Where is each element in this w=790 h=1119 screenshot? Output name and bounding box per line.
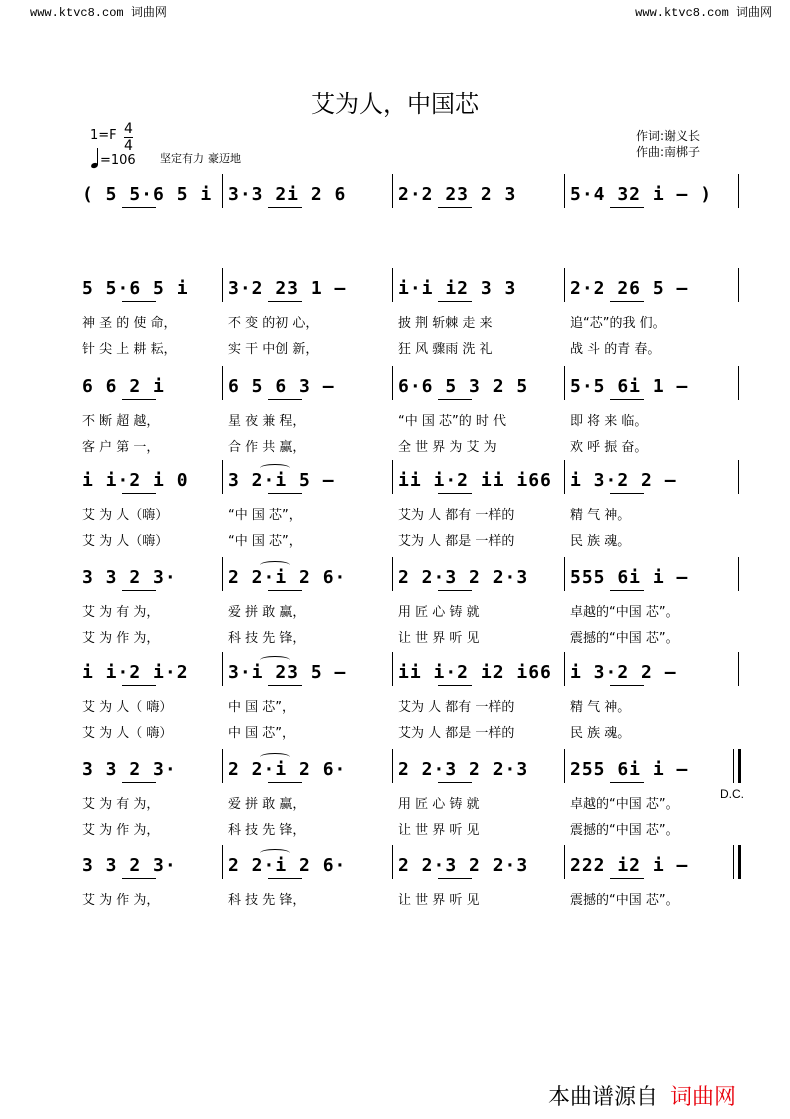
beam-line — [610, 782, 644, 783]
lyric-line: 科 技 先 锋， — [228, 631, 306, 646]
lyric-line: 实 干 中创 新， — [228, 342, 319, 357]
score-system — [0, 366, 790, 455]
footer-brand: 词曲网 — [670, 1085, 737, 1110]
bar-line — [222, 557, 223, 591]
page-title: 艾为人，中国芯 — [311, 90, 479, 118]
beam-line — [438, 685, 472, 686]
lyric-line: 震撼的“中国 芯”。 — [570, 631, 679, 646]
measure-notes: 2·2 26 5 – — [570, 278, 689, 299]
lyric-line: 追“芯”的我 们。 — [570, 316, 666, 331]
measure-notes: 5·4 32 i – ) — [570, 184, 713, 205]
expression-mark-2: 豪迈地 — [208, 152, 241, 165]
beam-line — [610, 878, 644, 879]
beam-line — [438, 301, 472, 302]
bar-line — [564, 652, 565, 686]
score-system — [0, 557, 790, 646]
measure-notes: 2·2 23 2 3 — [398, 184, 517, 205]
tempo-marking — [90, 148, 136, 168]
da-capo-mark: D.C. — [720, 787, 744, 801]
lyric-line: 即 将 来 临。 — [570, 414, 648, 429]
lyric-line: 中 国 芯”， — [228, 700, 295, 715]
lyric-line: 震撼的“中国 芯”。 — [570, 823, 679, 838]
lyric-line: 客 户 第 一， — [82, 440, 160, 455]
lyric-line: 爱 拼 敢 赢， — [228, 605, 306, 620]
measure-notes: i 3·2 2 – — [570, 662, 677, 683]
slur-mark — [260, 656, 290, 664]
lyric-line: 艾为 人 都是 一样的 — [398, 726, 515, 741]
credits — [636, 128, 700, 160]
bar-line — [733, 845, 734, 879]
beam-line — [122, 878, 156, 879]
expression-mark-1: 坚定有力 — [160, 152, 204, 165]
bar-line — [564, 460, 565, 494]
measure-notes: i 3·2 2 – — [570, 470, 677, 491]
beam-line — [122, 399, 156, 400]
site-watermark-left: www.ktvc8.com 词曲网 — [30, 6, 167, 20]
beam-line — [122, 782, 156, 783]
bar-line — [392, 845, 393, 879]
lyricist: 作词:谢义长 — [636, 129, 701, 143]
slur-mark — [260, 464, 290, 472]
bar-line — [738, 557, 739, 591]
beam-line — [268, 207, 302, 208]
lyric-line: 狂 风 骤雨 洗 礼 — [398, 342, 493, 357]
measure-notes: 222 i2 i – — [570, 855, 689, 876]
beam-line — [122, 590, 156, 591]
bar-line — [392, 174, 393, 208]
beam-line — [438, 493, 472, 494]
beam-line — [268, 878, 302, 879]
lyric-line: 让 世 界 听 见 — [398, 631, 480, 646]
lyric-line: 艾 为 人（ 嗨） — [82, 700, 173, 715]
beam-line — [268, 590, 302, 591]
measure-notes: 555 6i i – — [570, 567, 689, 588]
beam-line — [438, 878, 472, 879]
measure-notes: ( 5 5·6 5 i — [82, 184, 213, 205]
bar-line — [222, 845, 223, 879]
tempo-value: =106 — [100, 153, 136, 168]
lyric-line: 艾为 人 都是 一样的 — [398, 534, 515, 549]
score-system — [0, 652, 790, 741]
score-system — [0, 174, 790, 258]
measure-notes: 2 2·i 2 6· — [228, 567, 347, 588]
score-system — [0, 749, 790, 838]
lyric-line: 科 技 先 锋， — [228, 823, 306, 838]
footer-credit — [548, 1080, 736, 1111]
measure-notes: 5 5·6 5 i — [82, 278, 189, 299]
lyric-line: 艾为 人 都有 一样的 — [398, 700, 515, 715]
lyric-line: 用 匠 心 铸 就 — [398, 605, 480, 620]
measure-notes: 2 2·i 2 6· — [228, 759, 347, 780]
bar-line — [222, 652, 223, 686]
measure-notes: 5·5 6i 1 – — [570, 376, 689, 397]
bar-line — [733, 749, 734, 783]
bar-line — [738, 749, 741, 783]
composer: 作曲:南梆子 — [636, 145, 701, 159]
measure-notes: 2 2·i 2 6· — [228, 855, 347, 876]
score-system — [0, 460, 790, 549]
lyric-line: “中 国 芯”的 时 代 — [398, 414, 506, 429]
beam-line — [268, 301, 302, 302]
lyric-line: 民 族 魂。 — [570, 726, 631, 741]
lyric-line: 艾 为 作 为， — [82, 631, 160, 646]
measure-notes: 2 2·3 2 2·3 — [398, 855, 529, 876]
bar-line — [738, 366, 739, 400]
bar-line — [392, 268, 393, 302]
beam-line — [438, 782, 472, 783]
beam-line — [268, 782, 302, 783]
bar-line — [738, 174, 739, 208]
beam-line — [610, 493, 644, 494]
lyric-line: 艾为 人 都有 一样的 — [398, 508, 515, 523]
beam-line — [268, 399, 302, 400]
lyric-line: 卓越的“中国 芯”。 — [570, 797, 679, 812]
lyric-line: 披 荆 斩棘 走 来 — [398, 316, 493, 331]
measure-notes: 6 6 2 i — [82, 376, 165, 397]
score-system — [0, 845, 790, 929]
lyric-line: 艾 为 作 为， — [82, 893, 160, 908]
lyric-line: 民 族 魂。 — [570, 534, 631, 549]
lyric-line: 欢 呼 振 奋。 — [570, 440, 648, 455]
bar-line — [392, 749, 393, 783]
bar-line — [564, 845, 565, 879]
beam-line — [438, 399, 472, 400]
beam-line — [610, 399, 644, 400]
beam-line — [122, 685, 156, 686]
bar-line — [392, 652, 393, 686]
bar-line — [738, 460, 739, 494]
lyric-line: 艾 为 人（嗨） — [82, 534, 169, 549]
lyric-line: 合 作 共 赢， — [228, 440, 306, 455]
slur-mark — [260, 849, 290, 857]
beam-line — [610, 590, 644, 591]
measure-notes: 3 3 2 3· — [82, 855, 177, 876]
bar-line — [564, 268, 565, 302]
measure-notes: 3 2·i 5 – — [228, 470, 335, 491]
lyric-line: 艾 为 作 为， — [82, 823, 160, 838]
lyric-line: 让 世 界 听 见 — [398, 823, 480, 838]
measure-notes: 3·i 23 5 – — [228, 662, 347, 683]
measure-notes: 3·2 23 1 – — [228, 278, 347, 299]
beam-line — [610, 207, 644, 208]
lyric-line: 精 气 神。 — [570, 700, 631, 715]
measure-notes: 3 3 2 3· — [82, 759, 177, 780]
bar-line — [392, 366, 393, 400]
bar-line — [738, 268, 739, 302]
slur-mark — [260, 561, 290, 569]
lyric-line: 不 变 的初 心， — [228, 316, 319, 331]
measure-notes: 6 5 6 3 – — [228, 376, 335, 397]
measure-notes: 3·3 2i 2 6 — [228, 184, 347, 205]
measure-notes: i·i i2 3 3 — [398, 278, 517, 299]
bar-line — [222, 268, 223, 302]
beam-line — [438, 590, 472, 591]
lyric-line: 艾 为 有 为， — [82, 605, 160, 620]
bar-line — [564, 174, 565, 208]
bar-line — [222, 460, 223, 494]
lyric-line: 震撼的“中国 芯”。 — [570, 893, 679, 908]
bar-line — [392, 557, 393, 591]
measure-notes: ii i·2 ii i66 — [398, 470, 552, 491]
lyric-line: 艾 为 有 为， — [82, 797, 160, 812]
lyric-line: 艾 为 人（ 嗨） — [82, 726, 173, 741]
slur-mark — [260, 753, 290, 761]
measure-notes: i i·2 i 0 — [82, 470, 189, 491]
bar-line — [564, 749, 565, 783]
beam-line — [610, 685, 644, 686]
time-signature-bottom: 4 — [124, 138, 133, 154]
quarter-note-icon — [90, 148, 100, 168]
bar-line — [564, 557, 565, 591]
lyric-line: “中 国 芯”， — [228, 508, 302, 523]
lyric-line: 战 斗 的青 春。 — [570, 342, 661, 357]
bar-line — [222, 749, 223, 783]
footer-source: 本曲谱源自 — [548, 1085, 659, 1110]
measure-notes: ii i·2 i2 i66 — [398, 662, 552, 683]
beam-line — [122, 493, 156, 494]
lyric-line: 用 匠 心 铸 就 — [398, 797, 480, 812]
beam-line — [268, 493, 302, 494]
bar-line — [222, 366, 223, 400]
measure-notes: 6·6 5 3 2 5 — [398, 376, 529, 397]
score-system — [0, 268, 790, 357]
beam-line — [610, 301, 644, 302]
measure-notes: 2 2·3 2 2·3 — [398, 759, 529, 780]
lyric-line: 让 世 界 听 见 — [398, 893, 480, 908]
site-watermark-right: www.ktvc8.com 词曲网 — [635, 6, 772, 20]
bar-line — [222, 174, 223, 208]
bar-line — [564, 366, 565, 400]
bar-line — [738, 845, 741, 879]
lyric-line: “中 国 芯”， — [228, 534, 302, 549]
lyric-line: 卓越的“中国 芯”。 — [570, 605, 679, 620]
measure-notes: 3 3 2 3· — [82, 567, 177, 588]
beam-line — [122, 301, 156, 302]
lyric-line: 科 技 先 锋， — [228, 893, 306, 908]
beam-line — [438, 207, 472, 208]
beam-line — [268, 685, 302, 686]
lyric-line: 星 夜 兼 程， — [228, 414, 306, 429]
lyric-line: 艾 为 人（嗨） — [82, 508, 169, 523]
bar-line — [392, 460, 393, 494]
beam-line — [122, 207, 156, 208]
lyric-line: 不 断 超 越， — [82, 414, 160, 429]
lyric-line: 神 圣 的 使 命， — [82, 316, 177, 331]
measure-notes: 2 2·3 2 2·3 — [398, 567, 529, 588]
lyric-line: 针 尖 上 耕 耘， — [82, 342, 177, 357]
time-signature-top: 4 — [124, 121, 133, 137]
key-signature: 1=F — [90, 128, 117, 143]
lyric-line: 精 气 神。 — [570, 508, 631, 523]
measure-notes: 255 6i i – — [570, 759, 689, 780]
measure-notes: i i·2 i·2 — [82, 662, 189, 683]
bar-line — [738, 652, 739, 686]
lyric-line: 全 世 界 为 艾 为 — [398, 440, 497, 455]
lyric-line: 中 国 芯”， — [228, 726, 295, 741]
lyric-line: 爱 拼 敢 赢， — [228, 797, 306, 812]
